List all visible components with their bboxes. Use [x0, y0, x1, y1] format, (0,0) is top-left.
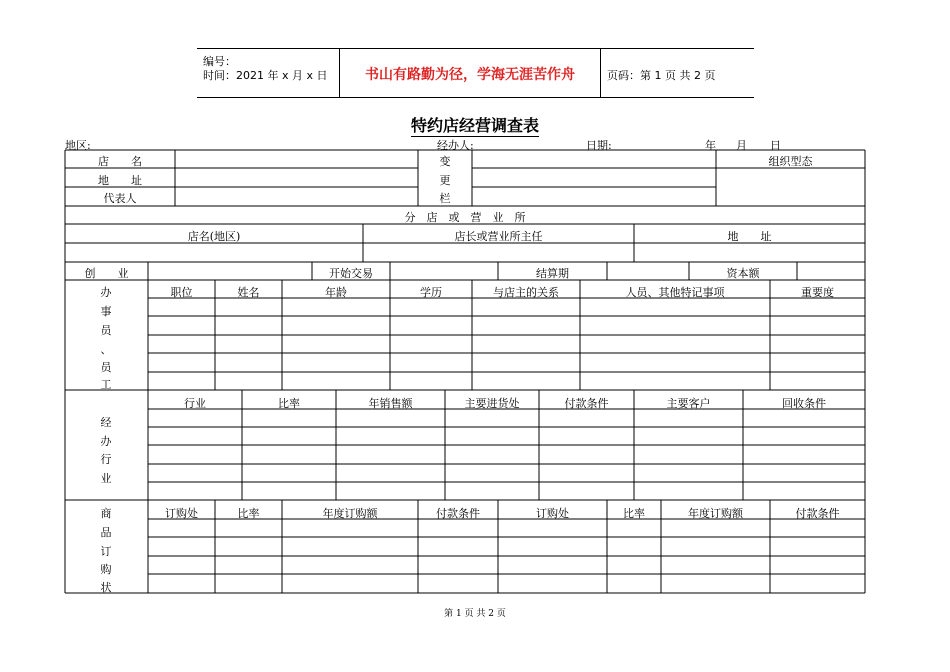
motto-text: 书山有路勤为径，学海无涯苦作舟: [365, 67, 575, 83]
settlement-label: 结算期: [536, 267, 569, 280]
business-header-annual-sales: 年销售额: [368, 397, 413, 410]
orders-header-payment-1: 付款条件: [436, 507, 480, 520]
staff-side-5: 员: [100, 361, 112, 374]
address-label: 地 址: [98, 174, 142, 187]
business-header-customers: 主要客户: [666, 397, 711, 410]
business-side-3: 行: [100, 453, 112, 466]
date-label: 日期:: [586, 139, 612, 152]
page-label: 页码：第 1 页 共 2 页: [607, 69, 716, 82]
orders-header-vendor-1: 订购处: [165, 507, 198, 520]
staff-side-3: 员: [100, 324, 112, 337]
change-col-char-2: 更: [439, 174, 451, 187]
time-label: 时间：2021 年 x 月 x 日: [203, 69, 328, 82]
business-side-4: 业: [100, 472, 112, 485]
orders-header-ratio-2: 比率: [623, 507, 645, 520]
orders-side-3: 订: [100, 545, 112, 558]
branch-header-address: 地 址: [727, 230, 772, 243]
page-footer: 第 1 页 共 2 页: [444, 609, 506, 619]
region-label: 地区:: [65, 139, 91, 152]
staff-header-education: 学历: [420, 286, 442, 299]
orders-side-1: 商: [100, 507, 112, 520]
orders-header-ratio-1: 比率: [237, 507, 260, 520]
staff-side-4: 、: [100, 343, 112, 356]
capital-label: 资本额: [726, 267, 760, 280]
branch-section-heading: 分 店 或 营 业 所: [404, 211, 526, 224]
staff-header-importance: 重要度: [801, 286, 834, 299]
change-col-char-3: 栏: [439, 192, 451, 205]
business-header-collection: 回收条件: [782, 397, 826, 410]
founded-label: 创 业: [84, 267, 129, 280]
month-label: 月: [736, 139, 747, 152]
business-header-ratio: 比率: [278, 397, 300, 410]
change-col-char-1: 变: [439, 155, 451, 168]
orders-header-amount-2: 年度订购额: [688, 507, 743, 520]
orders-header-payment-2: 付款条件: [795, 507, 840, 520]
staff-header-relation: 与店主的关系: [493, 286, 559, 299]
business-header-supplier: 主要进货处: [464, 397, 520, 410]
staff-header-name: 姓名: [237, 286, 260, 299]
orders-side-2: 品: [100, 526, 112, 539]
orders-header-amount-1: 年度订购额: [322, 507, 378, 520]
staff-header-age: 年龄: [325, 286, 347, 299]
staff-header-notes: 人员、其他特记事项: [625, 286, 725, 299]
day-label: 日: [770, 139, 781, 152]
orders-side-4: 购: [100, 563, 112, 576]
orders-side-5: 状: [100, 581, 112, 594]
handler-label: 经办人:: [437, 139, 474, 152]
branch-header-manager: 店长或营业所主任: [454, 230, 543, 243]
staff-side-6: 工: [100, 378, 112, 391]
year-label: 年: [705, 139, 716, 152]
orders-header-vendor-2: 订购处: [536, 507, 569, 520]
staff-side-2: 事: [100, 305, 112, 318]
org-type-label: 组织型态: [768, 155, 813, 168]
business-side-1: 经: [100, 416, 112, 429]
page-title: 特约店经营调查表: [410, 116, 539, 135]
business-header-industry: 行业: [184, 397, 206, 410]
store-name-label: 店 名: [98, 155, 142, 168]
staff-header-position: 职位: [170, 286, 193, 299]
branch-header-name: 店名(地区): [187, 230, 241, 243]
business-side-2: 办: [100, 435, 112, 448]
representative-label: 代表人: [103, 192, 137, 205]
serial-label: 编号：: [203, 55, 236, 68]
start-trade-label: 开始交易: [329, 267, 373, 280]
staff-side-1: 办: [100, 286, 112, 299]
business-header-payment: 付款条件: [564, 397, 609, 410]
